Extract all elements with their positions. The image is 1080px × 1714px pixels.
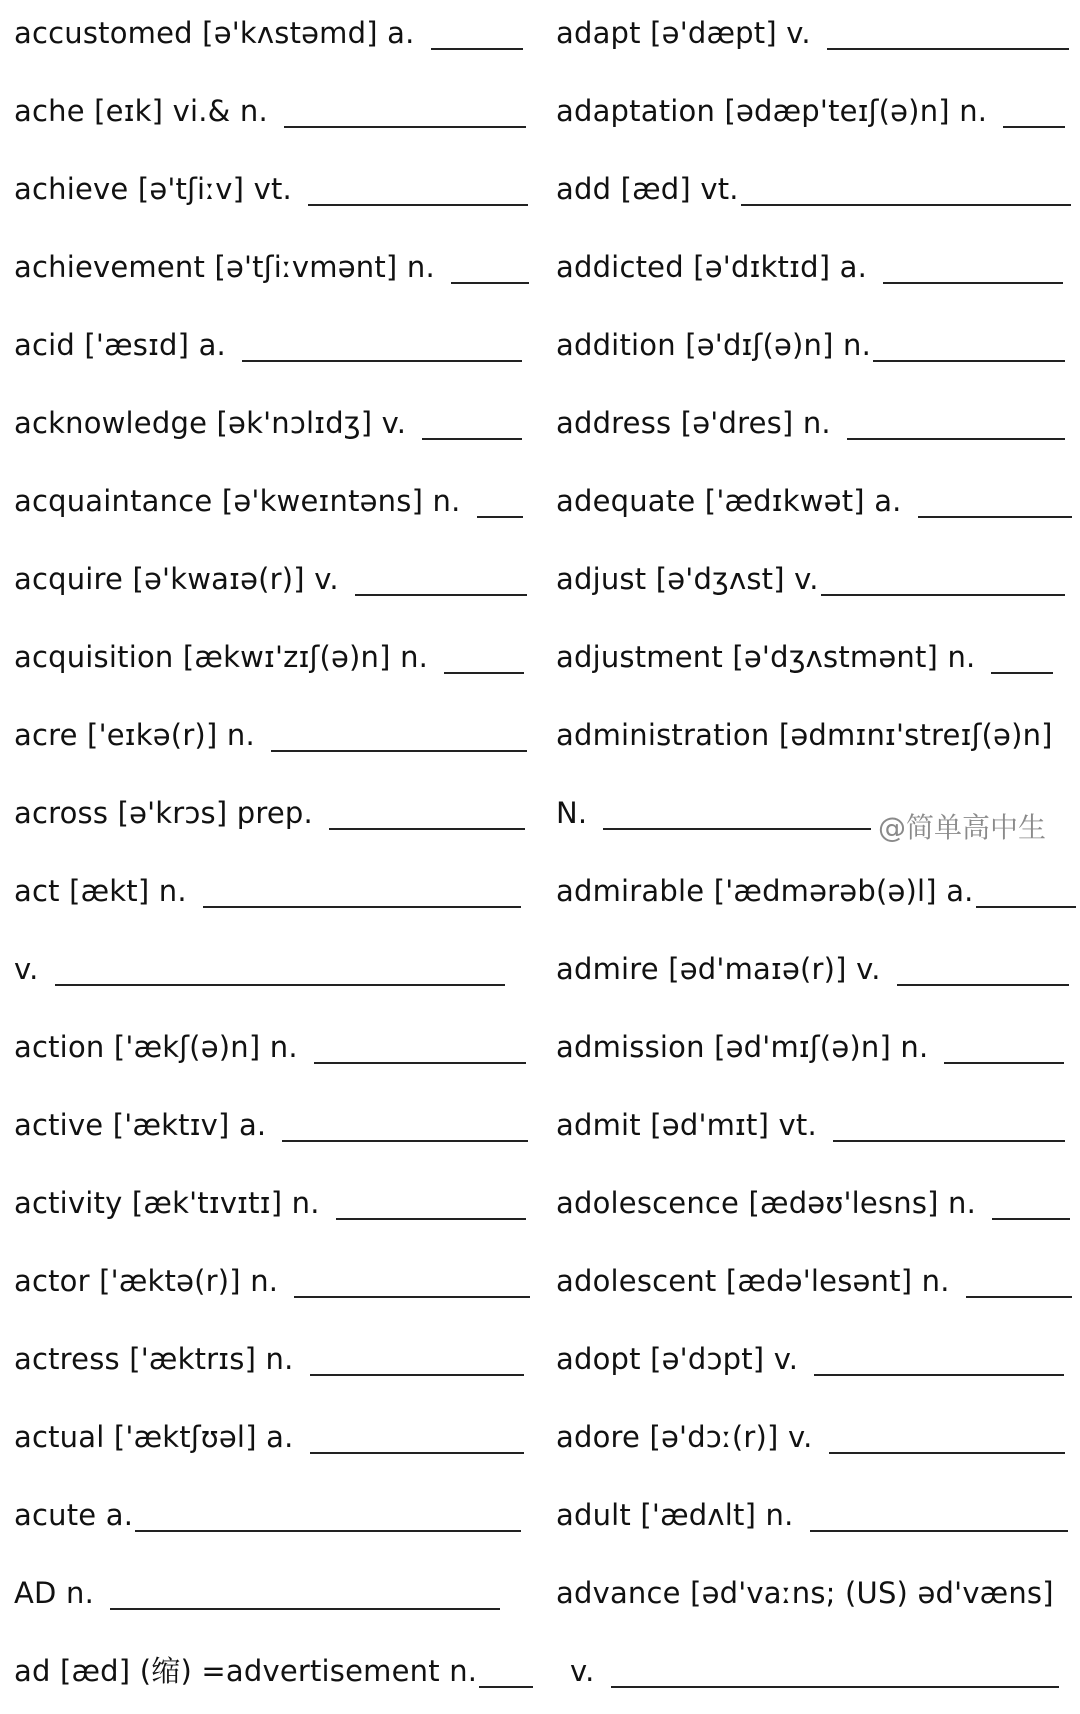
answer-blank[interactable] — [308, 204, 528, 206]
vocab-entry — [556, 164, 1071, 208]
entry-text: action ['ækʃ(ə)n] n. — [14, 1030, 298, 1064]
vocab-entry — [556, 632, 1053, 676]
entry-text: adaptation [ədæp'teɪʃ(ə)n] n. — [556, 94, 988, 128]
answer-blank[interactable] — [873, 360, 1065, 362]
entry-text: adjust [ə'dʒʌst] v. — [556, 562, 819, 596]
vocab-entry — [556, 1022, 1064, 1066]
entry-text: acknowledge [ək'nɔlɪdʒ] v. — [14, 406, 407, 440]
vocab-entry — [14, 1490, 521, 1534]
answer-blank[interactable] — [314, 1062, 526, 1064]
entry-text: actor ['æktə(r)] n. — [14, 1264, 279, 1298]
entry-text: across [ə'krɔs] prep. — [14, 796, 313, 830]
answer-blank[interactable] — [833, 1140, 1065, 1142]
vocab-entry — [14, 476, 523, 520]
answer-blank[interactable] — [451, 282, 529, 284]
entry-text: address [ə'dres] n. — [556, 406, 831, 440]
vocab-entry — [556, 242, 1063, 286]
vocab-entry — [556, 1178, 1070, 1222]
answer-blank[interactable] — [329, 828, 525, 830]
vocab-entry — [14, 1178, 526, 1222]
answer-blank[interactable] — [827, 48, 1069, 50]
vocab-entry — [14, 1334, 524, 1378]
vocab-entry — [556, 1334, 1064, 1378]
entry-text: acquire [ə'kwaɪə(r)] v. — [14, 562, 339, 596]
vocab-entry — [556, 944, 1069, 988]
entry-text: addition [ə'dɪʃ(ə)n] n. — [556, 328, 872, 362]
vocab-entry — [14, 1646, 533, 1690]
entry-text: N. — [556, 796, 588, 830]
entry-text: actual ['æktʃʊəl] a. — [14, 1420, 294, 1454]
entry-text: ache [eɪk] vi.& n. — [14, 94, 268, 128]
vocab-entry — [556, 1100, 1065, 1144]
vocab-entry — [556, 554, 1065, 598]
answer-blank[interactable] — [810, 1530, 1068, 1532]
entry-text: adore [ə'dɔː(r)] v. — [556, 1420, 813, 1454]
vocab-entry — [14, 1022, 526, 1066]
vocab-entry — [14, 164, 528, 208]
answer-blank[interactable] — [431, 48, 523, 50]
vocab-entry — [556, 86, 1065, 130]
answer-blank[interactable] — [110, 1608, 500, 1610]
entry-text: acute a. — [14, 1498, 134, 1532]
entry-text: activity [æk'tɪvɪtɪ] n. — [14, 1186, 320, 1220]
entry-text: act [ækt] n. — [14, 874, 187, 908]
answer-blank[interactable] — [821, 594, 1065, 596]
entry-text: adapt [ə'dæpt] v. — [556, 16, 811, 50]
watermark-text: @简单高中生 — [878, 811, 1047, 844]
vocab-entry — [14, 554, 527, 598]
entry-text: adequate ['ædɪkwət] a. — [556, 484, 902, 518]
answer-blank[interactable] — [1003, 126, 1065, 128]
vocab-entry — [556, 788, 871, 832]
answer-blank[interactable] — [847, 438, 1065, 440]
vocab-entry — [14, 8, 523, 52]
entry-text: admit [əd'mɪt] vt. — [556, 1108, 817, 1142]
answer-blank[interactable] — [203, 906, 521, 908]
entry-text: acquaintance [ə'kweɪntəns] n. — [14, 484, 461, 518]
entry-text: achieve [ə'tʃiːv] vt. — [14, 172, 292, 206]
entry-text: adolescence [ædəʊ'lesns] n. — [556, 1186, 977, 1220]
vocab-entry — [14, 1412, 524, 1456]
vocab-entry — [14, 710, 527, 754]
vocab-entry — [14, 1100, 528, 1144]
answer-blank[interactable] — [477, 516, 523, 518]
entry-text: administration [ədmɪnɪ'streɪʃ(ə)n] — [556, 718, 1053, 752]
answer-blank[interactable] — [883, 282, 1063, 284]
vocab-entry — [14, 1568, 500, 1612]
entry-text: acre ['eɪkə(r)] n. — [14, 718, 255, 752]
answer-blank[interactable] — [479, 1686, 533, 1688]
vocab-entry — [556, 1256, 1072, 1300]
vocab-entry — [14, 944, 505, 988]
entry-text: achievement [ə'tʃiːvmənt] n. — [14, 250, 435, 284]
answer-blank[interactable] — [284, 126, 526, 128]
entry-text: addicted [ə'dɪktɪd] a. — [556, 250, 868, 284]
vocab-entry — [14, 242, 529, 286]
vocab-entry — [556, 320, 1065, 364]
entry-text: advance [əd'vaːns; (US) əd'væns] — [556, 1576, 1054, 1610]
answer-blank[interactable] — [294, 1296, 530, 1298]
answer-blank[interactable] — [135, 1530, 521, 1532]
entry-text: actress ['æktrɪs] n. — [14, 1342, 294, 1376]
answer-blank[interactable] — [336, 1218, 526, 1220]
answer-blank[interactable] — [976, 906, 1076, 908]
entry-text: active ['æktɪv] a. — [14, 1108, 267, 1142]
vocab-entry — [556, 1490, 1068, 1534]
answer-blank[interactable] — [966, 1296, 1072, 1298]
vocab-entry — [556, 710, 1053, 754]
vocab-entry — [14, 320, 522, 364]
entry-text: admirable ['ædmərəb(ə)l] a. — [556, 874, 974, 908]
answer-blank[interactable] — [603, 828, 871, 830]
answer-blank[interactable] — [814, 1374, 1064, 1376]
answer-blank[interactable] — [271, 750, 527, 752]
answer-blank[interactable] — [310, 1452, 524, 1454]
entry-text: acid ['æsɪd] a. — [14, 328, 226, 362]
entry-text: v. — [570, 1654, 595, 1688]
answer-blank[interactable] — [991, 672, 1053, 674]
entry-text: adjustment [ə'dʒʌstmənt] n. — [556, 640, 976, 674]
vocab-entry — [556, 866, 1076, 910]
entry-text: acquisition [ækwɪ'zɪʃ(ə)n] n. — [14, 640, 429, 674]
answer-blank[interactable] — [611, 1686, 1059, 1688]
entry-text: admire [əd'maɪə(r)] v. — [556, 952, 881, 986]
answer-blank[interactable] — [918, 516, 1072, 518]
entry-text: adult ['ædʌlt] n. — [556, 1498, 794, 1532]
vocab-entry — [556, 476, 1072, 520]
entry-text: admission [əd'mɪʃ(ə)n] n. — [556, 1030, 929, 1064]
entry-text: AD n. — [14, 1576, 94, 1610]
vocab-entry — [14, 866, 521, 910]
vocab-entry — [14, 632, 524, 676]
vocab-entry — [556, 1568, 1054, 1612]
entry-text: v. — [14, 952, 39, 986]
vocab-entry — [570, 1646, 1059, 1690]
vocab-entry — [14, 398, 522, 442]
answer-blank[interactable] — [310, 1374, 524, 1376]
vocab-entry — [556, 8, 1069, 52]
answer-blank[interactable] — [55, 984, 505, 986]
answer-blank[interactable] — [242, 360, 522, 362]
vocab-entry — [14, 86, 526, 130]
answer-blank[interactable] — [444, 672, 524, 674]
answer-blank[interactable] — [741, 204, 1071, 206]
vocab-entry — [14, 788, 525, 832]
entry-text: ad [æd] (缩) =advertisement n. — [14, 1654, 478, 1688]
entry-text: adolescent [ædə'lesənt] n. — [556, 1264, 950, 1298]
vocab-entry — [556, 1412, 1065, 1456]
entry-text: adopt [ə'dɔpt] v. — [556, 1342, 799, 1376]
answer-blank[interactable] — [829, 1452, 1065, 1454]
entry-text: add [æd] vt. — [556, 172, 739, 206]
answer-blank[interactable] — [897, 984, 1069, 986]
answer-blank[interactable] — [992, 1218, 1070, 1220]
answer-blank[interactable] — [944, 1062, 1064, 1064]
entry-text: accustomed [ə'kʌstəmd] a. — [14, 16, 415, 50]
vocab-entry — [556, 398, 1065, 442]
answer-blank[interactable] — [282, 1140, 528, 1142]
answer-blank[interactable] — [422, 438, 522, 440]
answer-blank[interactable] — [355, 594, 527, 596]
vocab-entry — [14, 1256, 530, 1300]
